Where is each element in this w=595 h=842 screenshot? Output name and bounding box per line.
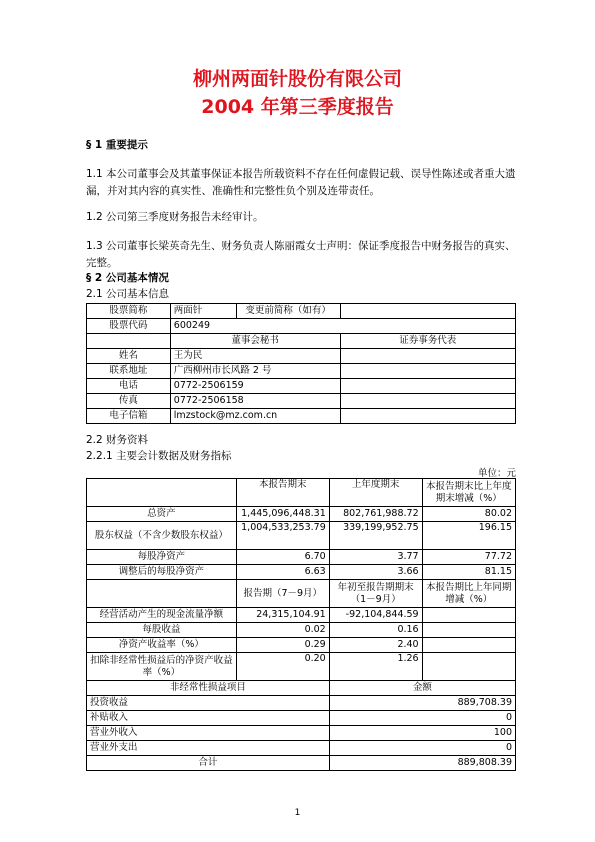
table-row: 投资收益 889,708.39 [87,696,516,711]
table-row: 净资产收益率（%） 0.29 2.40 [87,638,516,653]
rep-header: 证券事务代表 [340,334,515,349]
total-label: 合计 [87,756,330,771]
table-row [87,319,516,334]
table-row: 联系地址 广西柳州市长风路 2 号 [87,364,516,379]
table-row: 每股收益 0.02 0.16 [87,623,516,638]
nonrecurring-header: 非经常性损益项目 [87,681,330,696]
table-row: 传真 0772-2506158 [87,394,516,409]
table-row: 补贴收入 0 [87,711,516,726]
table-row [87,756,516,771]
paragraph-1-3: 1.3 公司董事长梁英奇先生、财务负责人陈丽霞女士声明：保证季度报告中财务报告的真实、完整。 [86,240,516,269]
section-1-heading: § 1 重要提示 [86,139,148,151]
table-row: 电子信箱 lmzstock@mz.com.cn [87,409,516,424]
table-row: 扣除非经常性损益后的净资产收益率（%） 0.20 1.26 [87,653,516,681]
table-row [87,304,516,319]
short-name-value: 两面针 [170,304,236,319]
subsection-2-2-1: 2.2.1 主要会计数据及财务指标 [86,450,232,462]
stock-code-label: 股票代码 [87,319,171,334]
paragraph-1-1: 1.1 本公司董事会及其董事保证本报告所载资料不存在任何虚假记载、误导性陈述或者重大遗漏，并对其内容的真实性、准确性和完整性负个别及连带责任。 [86,168,516,197]
paragraph-1-2: 1.2 公司第三季度财务报告未经审计。 [86,211,264,223]
stock-code-value: 600249 [170,319,515,334]
table-row [87,681,516,696]
total-value: 889,808.39 [329,756,515,771]
unit-label: 单位：元 [477,468,516,479]
table-row: 经营活动产生的现金流量净额 24,315,104.91 -92,104,844.59 [87,608,516,623]
table-row: 调整后的每股净资产 6.63 3.66 81.15 [87,565,516,580]
short-name-label: 股票简称 [87,304,171,319]
amount-header: 金额 [329,681,515,696]
secretary-header: 董事会秘书 [170,334,340,349]
page-number: 1 [294,808,301,818]
subsection-2-2: 2.2 财务资料 [86,434,149,446]
report-title-company: 柳州两面针股份有限公司 [192,68,402,90]
section-2-heading: § 2 公司基本情况 [86,272,169,284]
email-value: lmzstock@mz.com.cn [170,409,340,424]
report-title-period: 2004 年第三季度报告 [201,96,394,118]
table-row: 营业外支出 0 [87,741,516,756]
table-row: 每股净资产 6.70 3.77 77.72 [87,550,516,565]
table-row: 姓名 王为民 [87,349,516,364]
table-row: 营业外收入 100 [87,726,516,741]
subsection-2-1: 2.1 公司基本信息 [86,288,170,300]
table-row: 电话 0772-2506159 [87,379,516,394]
table-row: 本报告期末 上年度期末 本报告期末比上年度期末增减（%） [87,479,516,507]
table-row: 股东权益（不含少数股东权益） 1,004,533,253.79 339,199,952.75 196.15 [87,522,516,550]
table-row: 报告期（7－9月） 年初至报告期期末（1－9月） 本报告期比上年同期增减（%） [87,580,516,608]
changed-name-label: 变更前简称（如有） [236,304,340,319]
financial-table [86,478,516,771]
changed-name-value [340,304,515,319]
table-row [87,334,516,349]
company-info-table [86,303,516,424]
table-row: 总资产 1,445,096,448.31 802,761,988.72 80.02 [87,507,516,522]
